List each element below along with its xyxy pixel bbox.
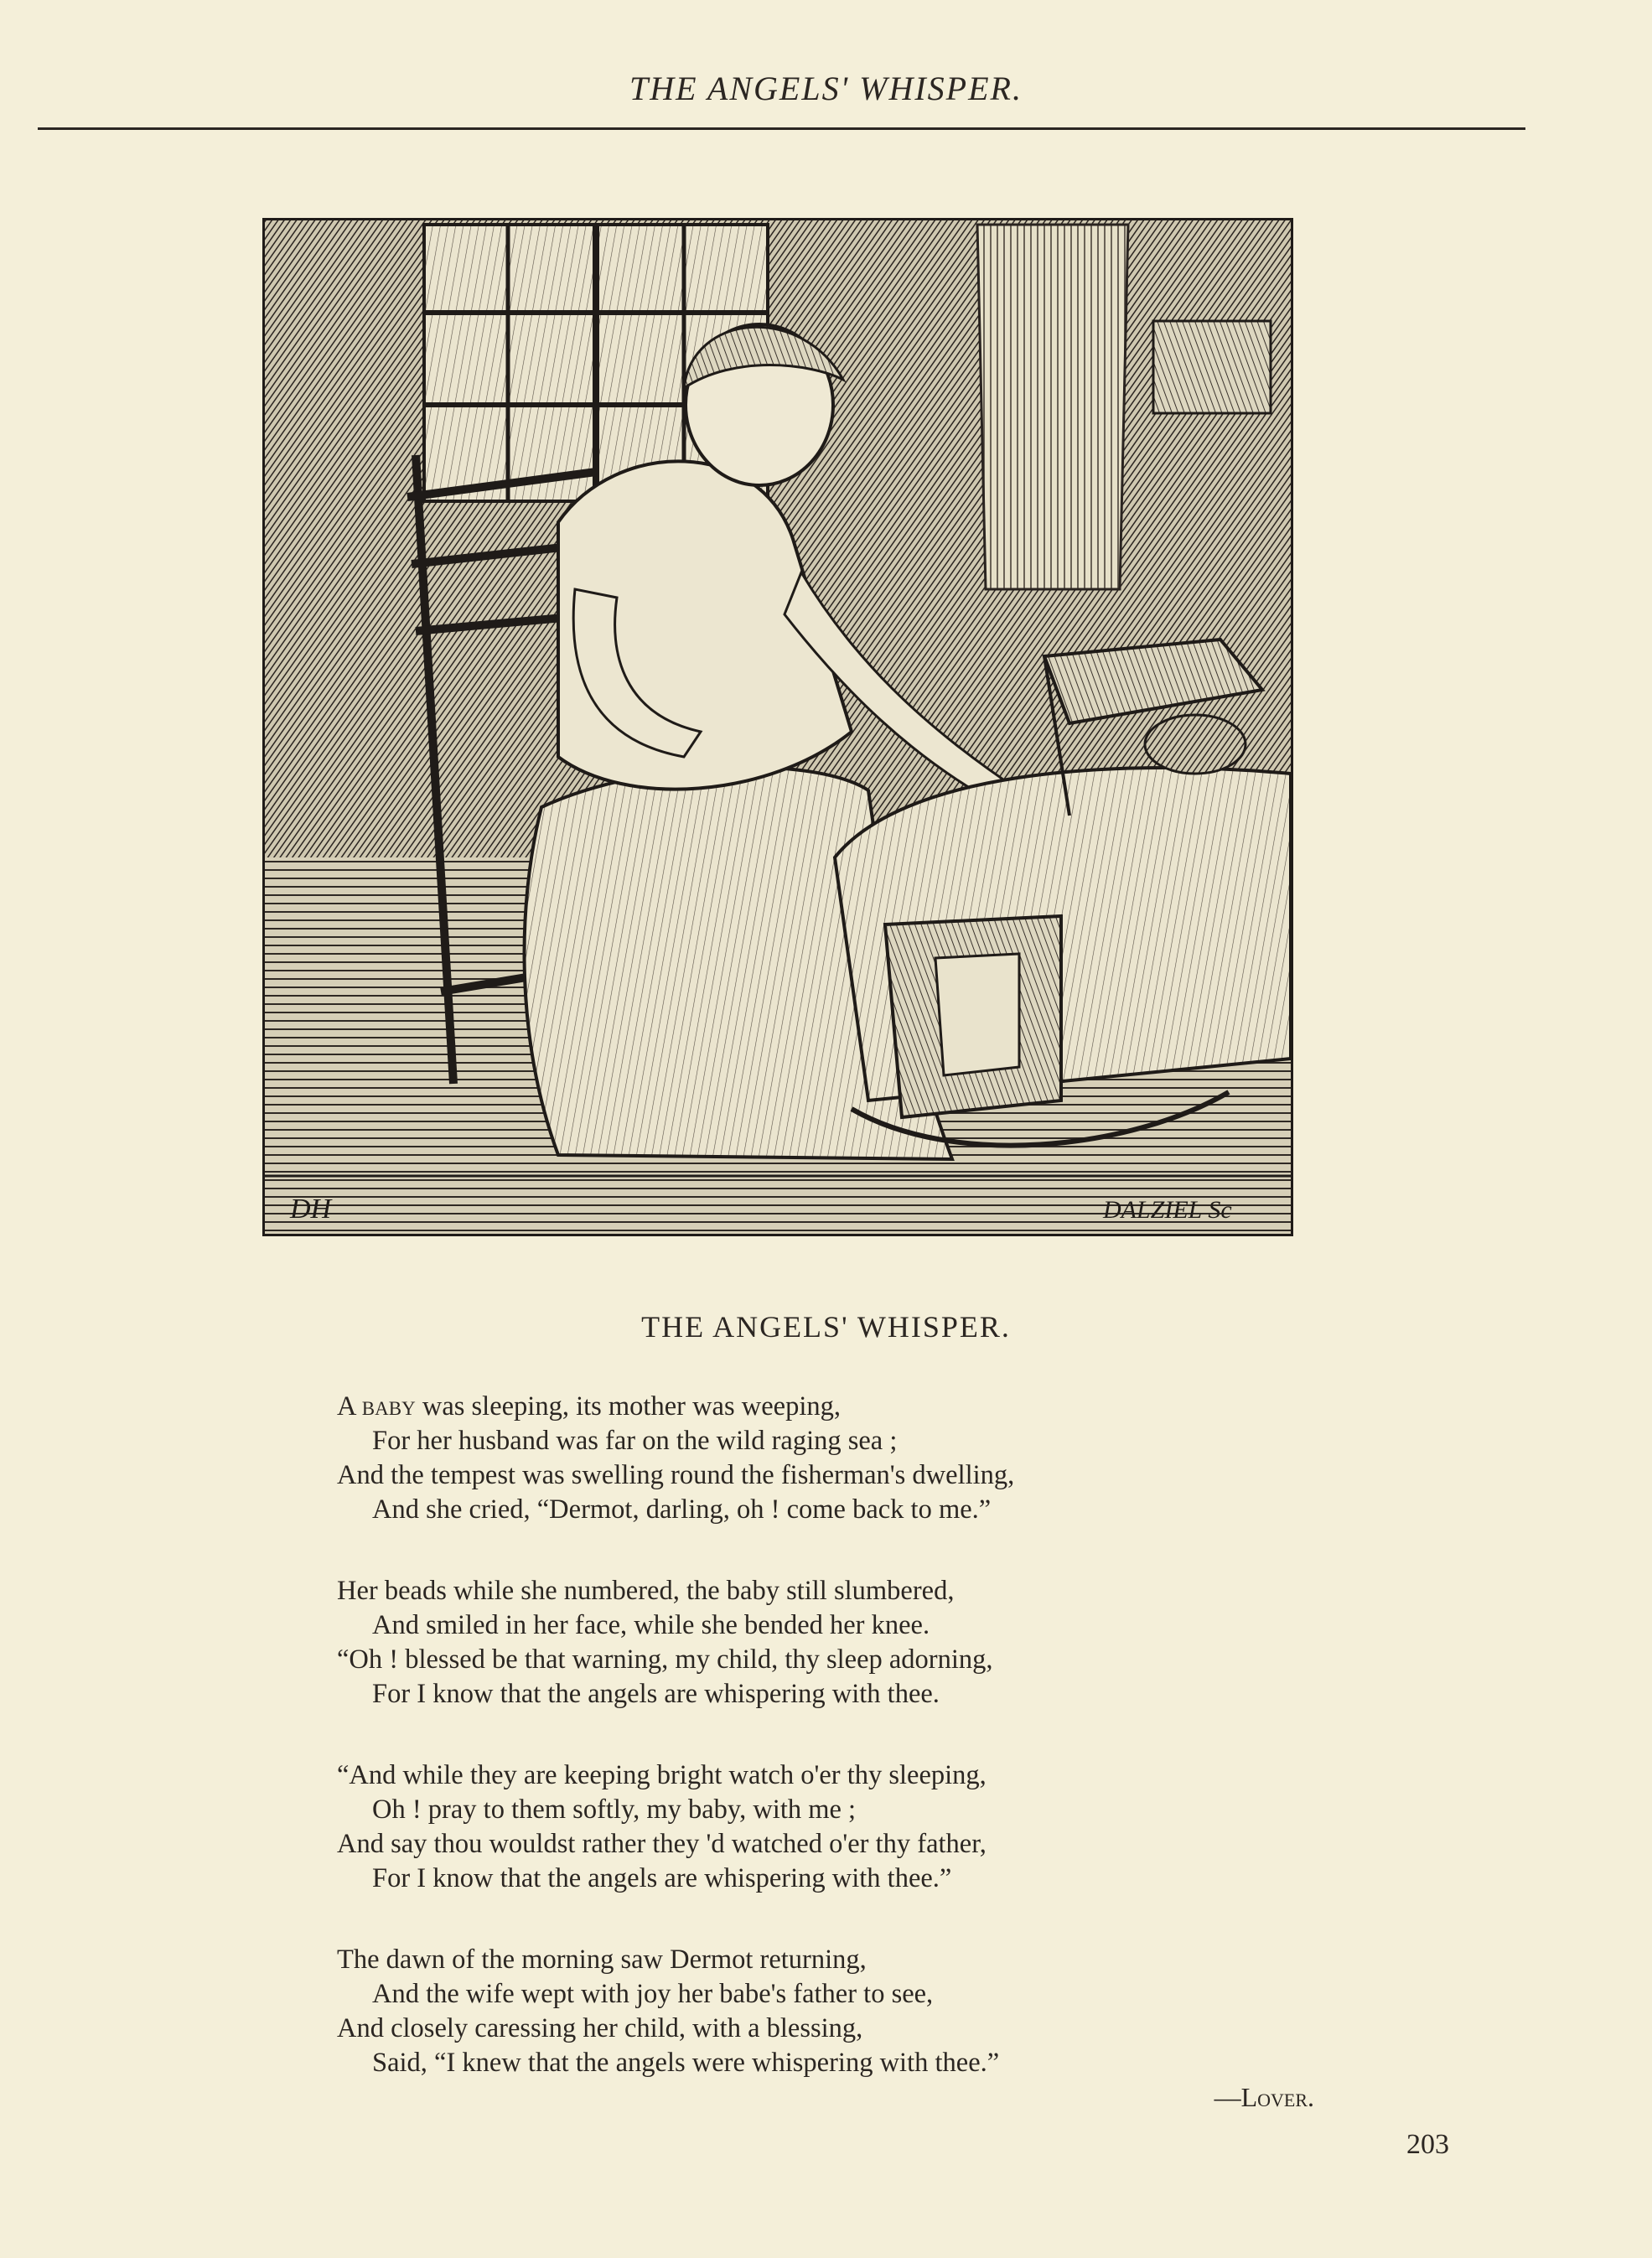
poem-line: And closely caressing her child, with a blessing, — [337, 2013, 863, 2043]
poem-line: Oh ! pray to them softly, my baby, with me ; — [372, 1794, 857, 1825]
poem-line-lead: A baby — [337, 1391, 416, 1422]
poem-attribution-text: —Lover. — [1214, 2082, 1314, 2112]
poem-line: And say thou wouldst rather they 'd watched o'er thy father, — [337, 1829, 987, 1859]
page-number: 203 — [1406, 2129, 1449, 2160]
poem-line: “Oh ! blessed be that warning, my child, thy sleep adorning, — [337, 1644, 993, 1675]
poem-line: “And while they are keeping bright watch o'er thy sleeping, — [337, 1760, 987, 1790]
poem-line — [337, 1390, 1343, 1424]
poem-line: The dawn of the morning saw Dermot returning, — [337, 1945, 867, 1975]
poem-attribution — [0, 2082, 1314, 2113]
poem-body — [337, 1390, 1343, 2127]
poem-line: And smiled in her face, while she bended her knee. — [372, 1610, 930, 1640]
engraving-signature-left: DH — [290, 1194, 332, 1225]
poem-title: THE ANGELS' WHISPER. — [641, 1310, 1011, 1344]
stanza-4 — [337, 1943, 1343, 2080]
stanza-3 — [337, 1758, 1343, 1896]
poem-line: For her husband was far on the wild raging sea ; — [372, 1426, 898, 1456]
poem-line: Said, “I knew that the angels were whispering with thee.” — [372, 2048, 1000, 2078]
poem-line: For I know that the angels are whispering with thee. — [372, 1679, 940, 1709]
poem-line: Her beads while she numbered, the baby still slumbered, — [337, 1576, 955, 1606]
baby — [1145, 715, 1245, 774]
engraving-drawing — [265, 220, 1291, 1234]
curtain — [977, 225, 1128, 589]
poem-line: For I know that the angels are whispering with thee.” — [372, 1863, 952, 1893]
engraving-signature-right: DALZIEL Sc — [1103, 1196, 1232, 1224]
poem-line: And the wife wept with joy her babe's father to see, — [372, 1979, 934, 2009]
stanza-2 — [337, 1574, 1343, 1712]
running-head: THE ANGELS' WHISPER. — [629, 70, 1023, 107]
poem-line: And she cried, “Dermot, darling, oh ! come back to me.” — [372, 1494, 992, 1525]
poem-line-text: was sleeping, its mother was weeping, — [415, 1391, 841, 1422]
header-rule — [38, 127, 1525, 130]
stanza-1 — [337, 1390, 1343, 1527]
engraving-illustration — [262, 218, 1293, 1236]
poem-line: And the tempest was swelling round the fisherman's dwelling, — [337, 1460, 1015, 1490]
